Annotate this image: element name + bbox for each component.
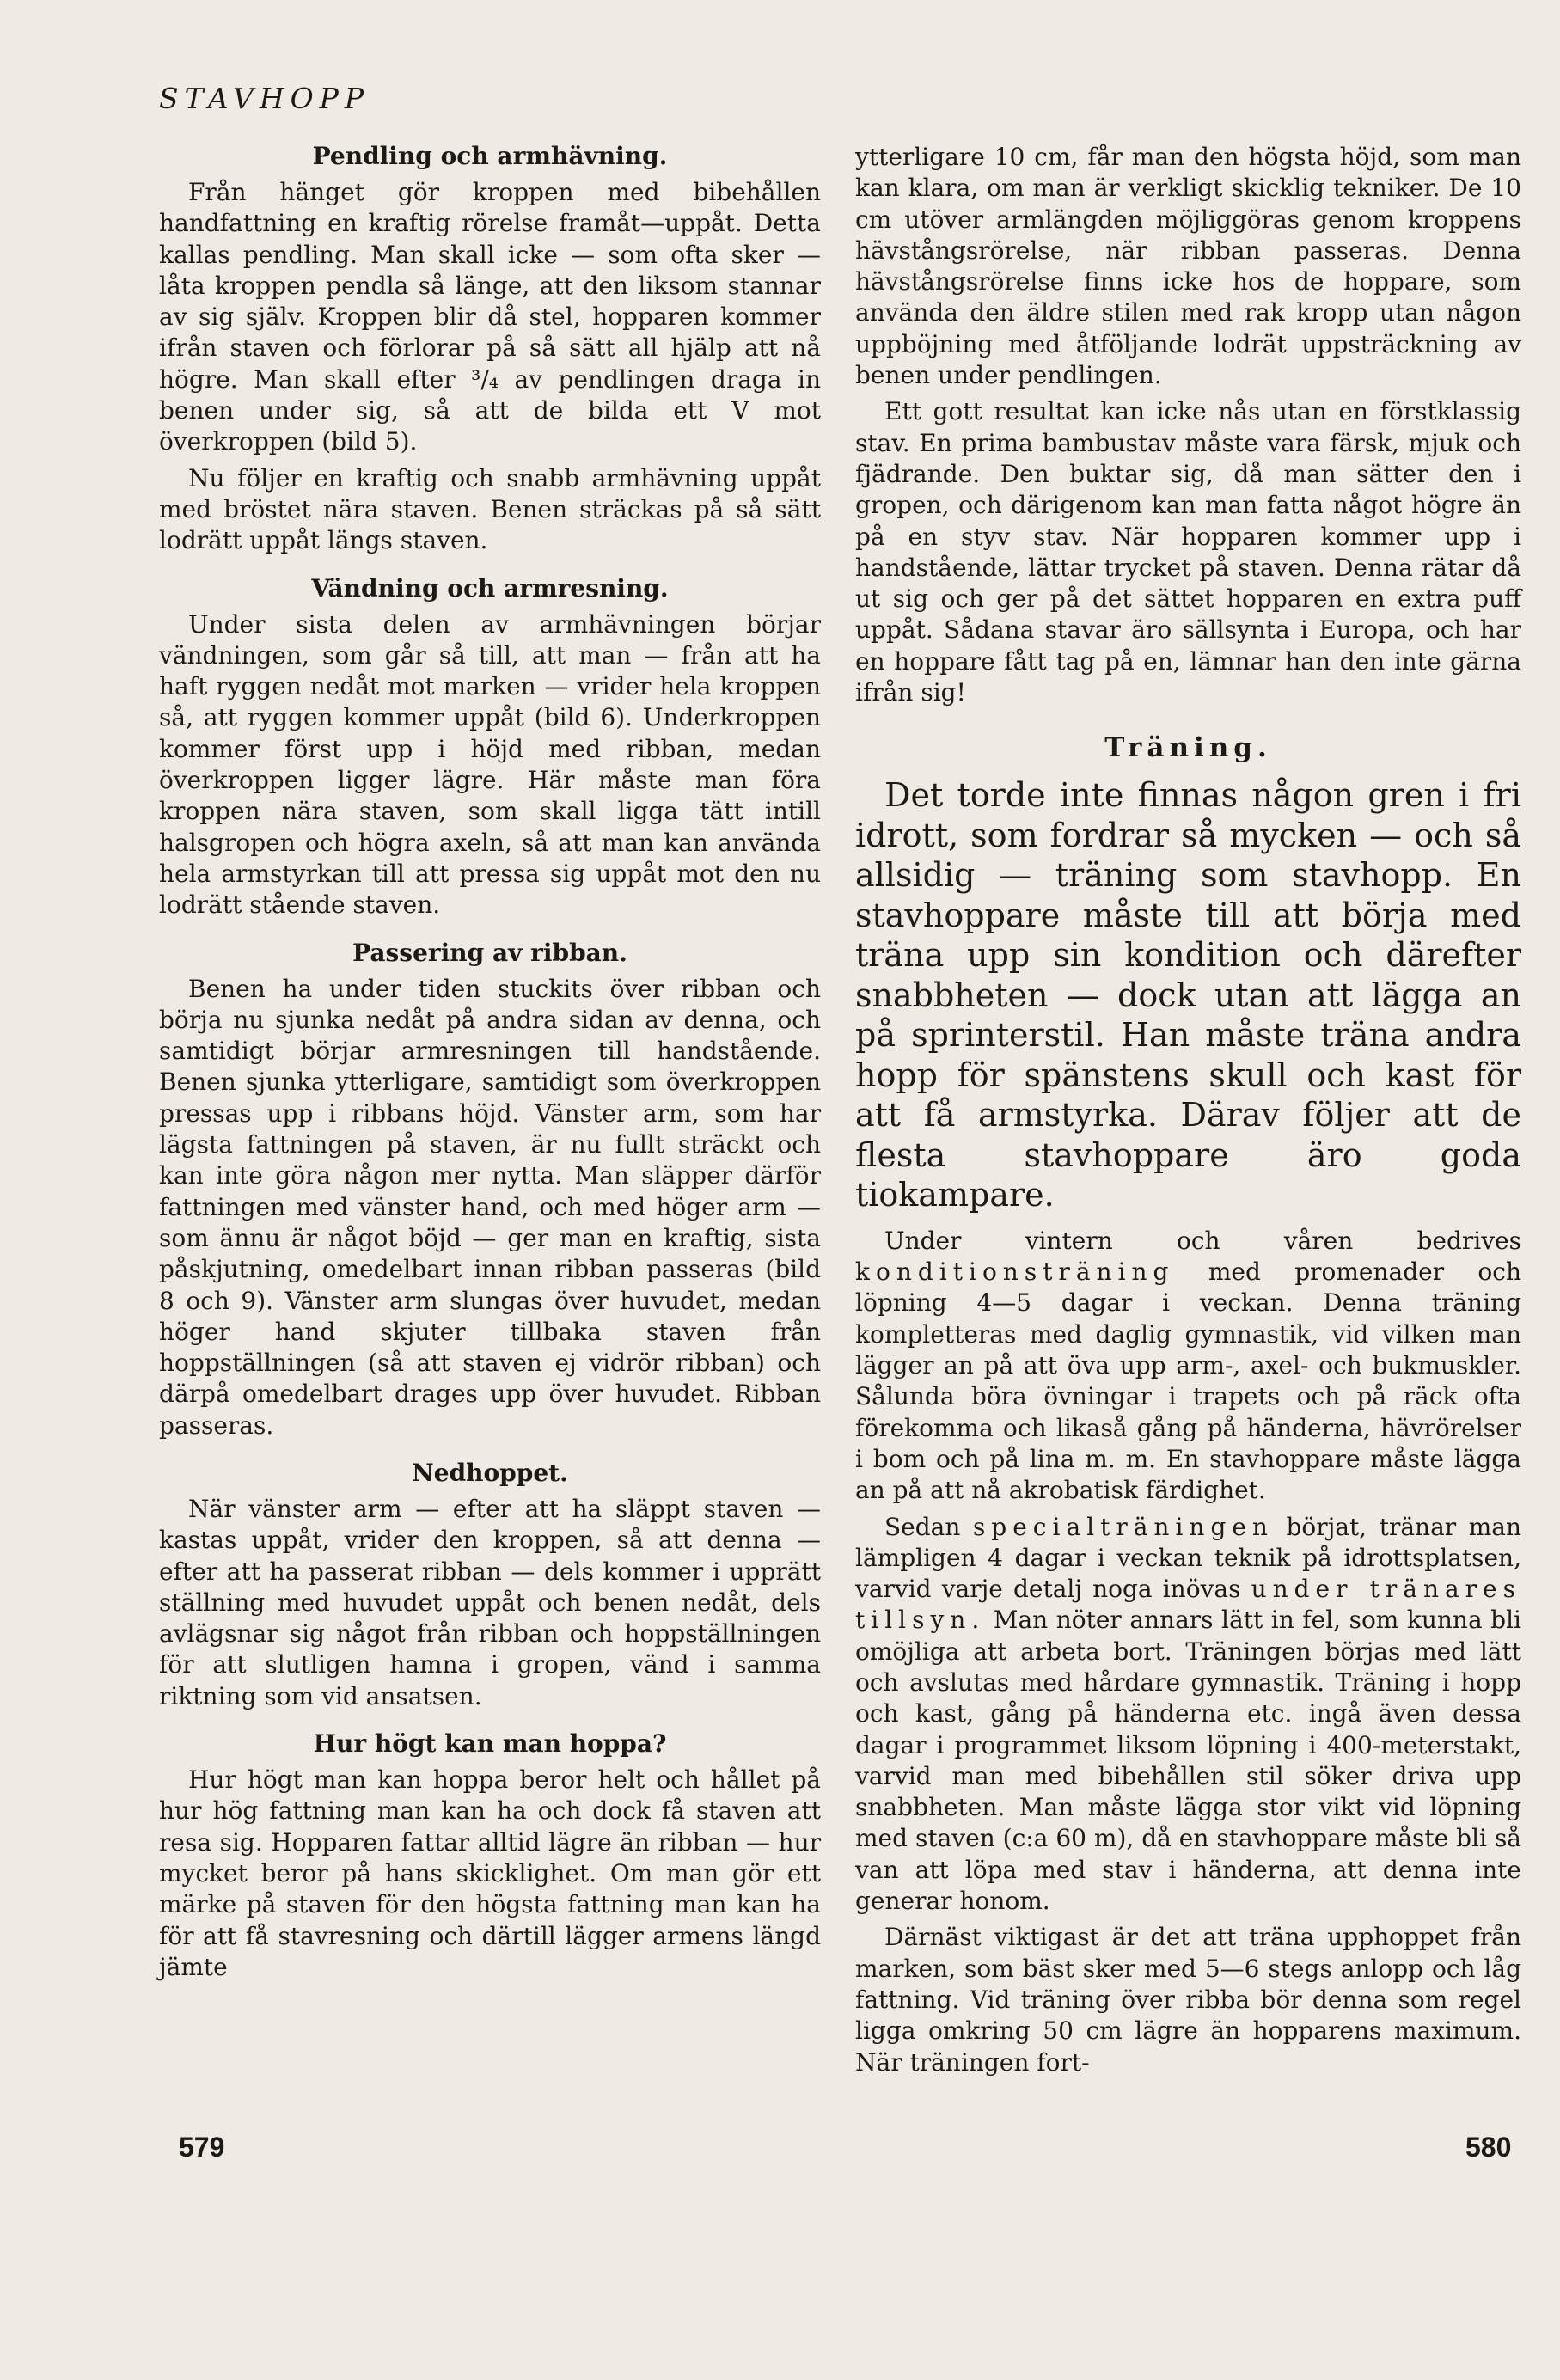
paragraph: När vänster arm — efter att ha släppt staven — kastas uppåt, vrider den kroppen, så att denna — efter att ha passerat ribban — dels kommer i upprätt ställning med huvudet uppåt och benen nedåt, dels avlägsnar sig något från ribban och hoppställningen för att slutligen hamna i gropen, vänd i samma riktning som vid ansatsen.: [159, 1494, 821, 1710]
heading-nedhoppet: Nedhoppet.: [412, 1458, 568, 1487]
paragraph: Under sista delen av armhävningen börjar vändningen, som går så till, att man — från att ha haft ryggen nedåt mot marken — vrider hela kroppen så, att ryggen kommer uppåt (bild 6). Underkroppen kommer först upp i höjd med ribban, medan överkroppen ligger lägre. Här måste man föra kroppen nära staven, som skall ligga tätt intill halsgropen och högra axeln, så att man kan använda hela armstyrkan till att pressa sig uppåt mot den nu lodrätt stående staven.: [159, 609, 821, 920]
paragraph: Ett gott resultat kan icke nås utan en förstklassig stav. En prima bambustav måste vara färsk, mjuk och fjädrande. Den buktar sig, då man sätter den i gropen, och därigenom kan man fatta något högre än på en styv stav. När hopparen kommer upp i handstående, lättar trycket på staven. Denna rätar då ut sig och ger på det sättet hopparen en extra puff uppåt. Sådana stavar äro sällsynta i Europa, och har en hoppare fått tag på en, lämnar han den inte gärna ifrån sig!: [855, 397, 1521, 707]
spaced-term: under tränares tillsyn.: [855, 1575, 1521, 1635]
heading-vandning: Vändning och armresning.: [311, 573, 669, 603]
heading-hur-hogt: Hur högt kan man hoppa?: [313, 1729, 667, 1759]
page-number-left: 579: [179, 2132, 225, 2163]
right-column: [855, 142, 1521, 2083]
paragraph: Från hänget gör kroppen med bibehållen handfattning en kraftig rörelse framåt—uppåt. Detta kallas pendling. Man skall icke — som ofta sker — låta kroppen pendla så länge, att den liksom stannar av sig själv. Kroppen blir då stel, hopparen kommer ifrån staven och förlorar på så sätt all hjälp att nå högre. Man skall efter ³/₄ av pendlingen draga in benen under sig, så att de bilda ett V mot överkroppen (bild 5).: [159, 178, 821, 456]
page-number-right: 580: [1465, 2132, 1512, 2163]
text-run: Man nöter annars lätt in fel, som kunna bli omöjliga att arbeta bort. Träningen börjas med lätt och avslutas med hårdare gymnastik. Träning i hopp och kast, gång på händerna etc. ingå även dessa dagar i programmet liksom löpning i 400-meterstakt, varvid man med bibehållen stil söker driva upp snabbheten. Man måste lägga stor vikt vid löpning med staven (c:a 60 m), då en stavhoppare måste bli så van att löpa med stav i händerna, att denna inte generar honom.: [855, 1606, 1521, 1916]
running-head: STAVHOPP: [159, 82, 370, 115]
lead-paragraph: Det torde inte finnas någon gren i fri idrott, som fordrar så mycken — och så allsidig — träning som stavhopp. En stavhoppare måste till att börja med träna upp sin kondition och därefter snabbheten — dock utan att lägga an på sprinterstil. Han måste träna andra hopp för spänstens skull och kast för att få armstyrka. Därav följer att de flesta stavhoppare äro goda tiokampare.: [855, 776, 1521, 1214]
paragraph: ytterligare 10 cm, får man den högsta höjd, som man kan klara, om man är verkligt skicklig tekniker. De 10 cm utöver armlängden möjliggöras genom kroppens hävstångsrörelse, när ribban passeras. Denna hävstångsrörelse finns icke hos de hoppare, som använda den äldre stilen med rak kropp utan någon uppböjning med åtföljande lodrät uppsträckning av benen under pendlingen.: [855, 143, 1521, 390]
paragraph: Därnäst viktigast är det att träna upphoppet från marken, som bäst sker med 5—6 stegs anlopp och låg fattning. Vid träning över ribba bör denna som regel ligga omkring 50 cm lägre än hopparens maximum. När träningen fort-: [855, 1923, 1521, 2077]
spaced-term: konditionsträning: [855, 1257, 1175, 1287]
spaced-term: specialträningen: [972, 1512, 1274, 1541]
paragraph: [855, 1512, 1521, 1918]
heading-passering: Passering av ribban.: [352, 938, 627, 967]
left-column: [159, 142, 821, 1988]
heading-traning: Träning.: [1104, 732, 1272, 764]
paragraph: [855, 1226, 1521, 1507]
text-run: med promenader och löpning 4—5 dagar i veckan. Denna träning kompletteras med daglig gymnastik, vid vilken man lägger an på att öva upp arm-, axel- och bukmuskler. Sålunda böra övningar i trapets och på räck ofta förekomma och likaså gång på händerna, hävrörelser i bom och på lina m. m. En stavhoppare måste lägga an på att nå akrobatisk färdighet.: [855, 1257, 1521, 1505]
text-run: börjat, tränar man lämpligen 4 dagar i veckan teknik på idrottsplatsen, varvid varje detalj noga inövas: [855, 1512, 1521, 1604]
paragraph: Nu följer en kraftig och snabb armhävning uppåt med bröstet nära staven. Benen sträckas på så sätt lodrätt uppåt längs staven.: [159, 463, 821, 555]
paragraph: Benen ha under tiden stuckits över ribban och börja nu sjunka nedåt på andra sidan av denna, och samtidigt börjar armresningen till handstående. Benen sjunka ytterligare, samtidigt som överkroppen pressas upp i ribbans höjd. Vänster arm, som har lägsta fattningen på staven, är nu fullt sträckt och kan inte göra någon mer nytta. Man släpper därför fattningen med vänster hand, och med höger arm — som ännu är något böjd — ger man en kraftig, sista påskjutning, omedelbart innan ribban passeras (bild 8 och 9). Vänster arm slungas över huvudet, medan höger hand skjuter tillbaka staven från hoppställningen (så att staven ej vidrör ribban) och därpå omedelbart drages upp över huvudet. Ribban passeras.: [159, 974, 821, 1440]
text-run: Under vintern och våren bedrives: [884, 1226, 1521, 1255]
text-run: Sedan: [884, 1512, 973, 1541]
paragraph: Hur högt man kan hoppa beror helt och hållet på hur hög fattning man kan ha och dock få staven att resa sig. Hopparen fattar alltid lägre än ribban — hur mycket beror på hans skicklighet. Om man gör ett märke på staven för den högsta fattning man kan ha för att få stavresning och därtill lägger armens längd jämte: [159, 1765, 821, 1981]
heading-pendling: Pendling och armhävning.: [312, 142, 668, 170]
